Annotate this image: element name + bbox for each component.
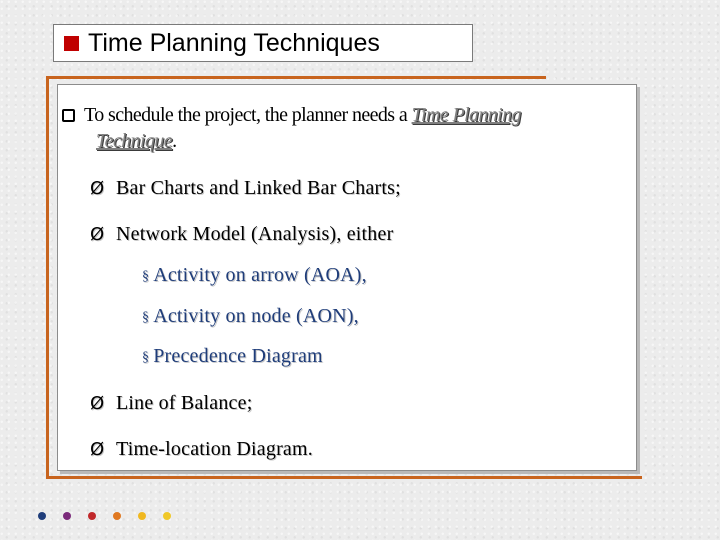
arrow-bullet-icon: Ø [90, 439, 105, 460]
dot-icon [38, 512, 46, 520]
section-bullet-icon: § [142, 310, 150, 325]
dot-icon [113, 512, 121, 520]
intro-period: . [172, 130, 177, 152]
accent-line-bottom [46, 476, 642, 479]
dot-icon [163, 512, 171, 520]
intro-text: To schedule the project, the planner needs a [84, 104, 412, 126]
slide-title: Time Planning Techniques [88, 28, 380, 57]
arrow-bullet-icon: Ø [90, 178, 105, 199]
content-panel [57, 84, 637, 471]
sub-item-aoa: § Activity on arrow (AOA), [142, 264, 367, 286]
arrow-bullet-icon: Ø [90, 393, 105, 414]
intro-emphasis-2: Technique [96, 130, 173, 152]
sub-item-aon: § Activity on node (AON), [142, 305, 359, 327]
dot-icon [138, 512, 146, 520]
section-bullet-icon: § [142, 269, 150, 284]
list-item-network-model: Ø Network Model (Analysis), either [90, 223, 394, 245]
accent-line-left [46, 76, 49, 476]
slide-title-box [53, 24, 473, 62]
hollow-square-bullet-icon [62, 109, 75, 122]
sub-item-precedence: § Precedence Diagram [142, 345, 323, 367]
dot-icon [63, 512, 71, 520]
arrow-bullet-icon: Ø [90, 224, 105, 245]
section-bullet-icon: § [142, 350, 150, 365]
list-item-bar-charts: Ø Bar Charts and Linked Bar Charts; [90, 177, 401, 199]
list-item-line-of-balance: Ø Line of Balance; [90, 392, 253, 414]
decorative-dots [38, 512, 188, 520]
accent-line-top [48, 76, 546, 79]
list-item-time-location: Ø Time-location Diagram. [90, 438, 313, 460]
intro-paragraph [62, 102, 622, 154]
dot-icon [88, 512, 96, 520]
square-bullet-icon [64, 36, 79, 51]
intro-emphasis-1: Time Planning [411, 104, 522, 126]
